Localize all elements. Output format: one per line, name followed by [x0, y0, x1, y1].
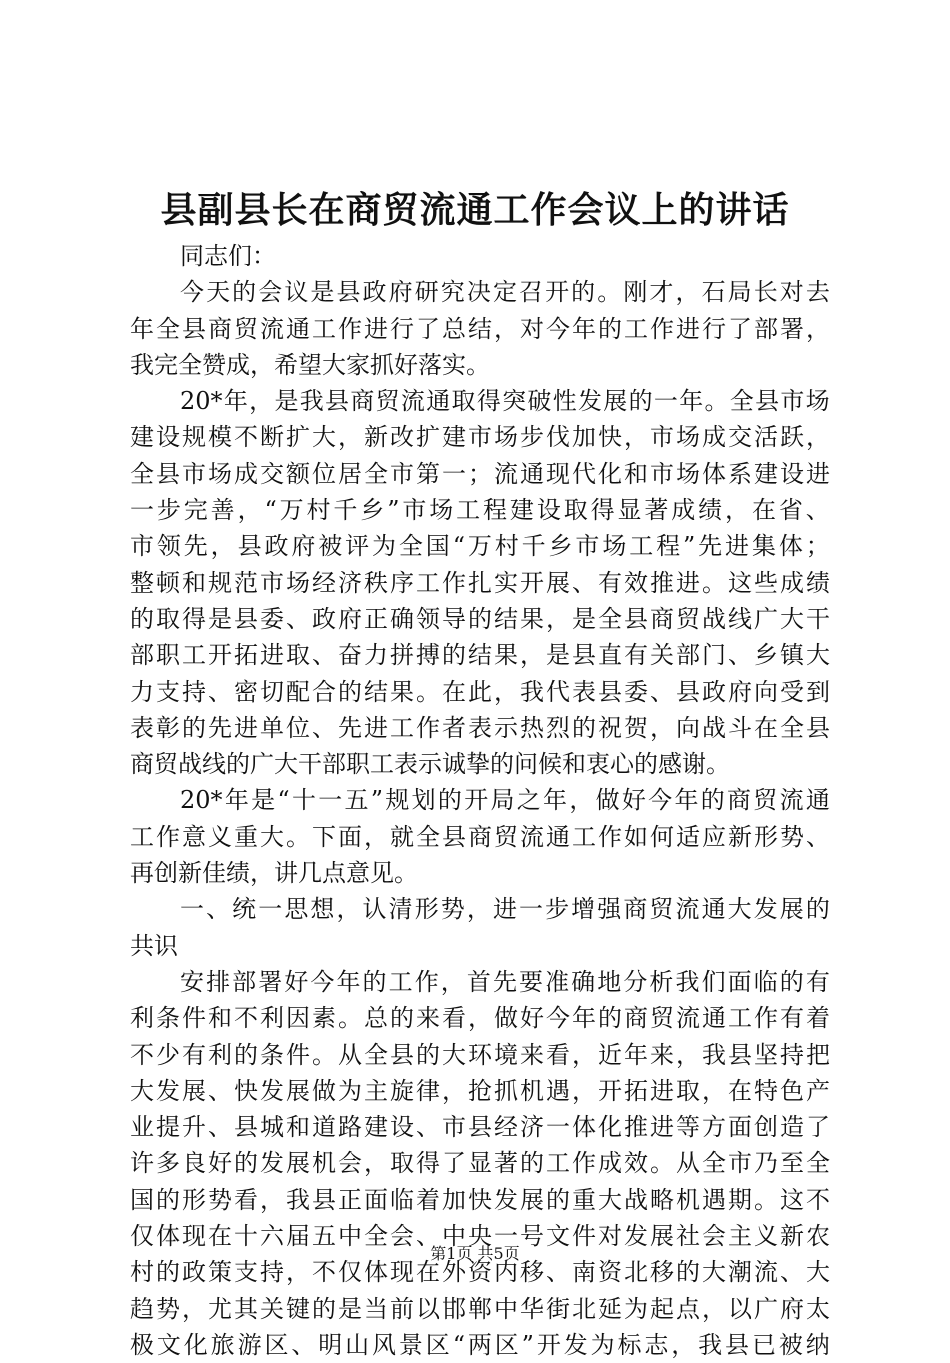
- document-title: 县副县长在商贸流通工作会议上的讲话: [160, 189, 790, 231]
- text-line: 今 天 的 会 议 是 县 政 府 研 究 决 定 召 开 的 。 刚 才 ， 石 局 长 对 去: [180, 278, 830, 307]
- text-line: 商贸战线的广大干部职工表示诚挚的问候和衷心的感谢。: [130, 750, 730, 779]
- text-line: 利 条 件 和 不 利 因 素 。 总 的 来 看 ， 做 好 今 年 的 商 贸 流 通 工 作 有 着: [130, 1004, 830, 1033]
- text-line: 村 的 政 策 支 持 ， 不 仅 体 现 在 外 资 内 移 、 南 资 北 移 的 大 潮 流 、 大: [130, 1258, 830, 1287]
- text-line: 同志们：: [180, 242, 276, 270]
- text-line: 共识: [130, 931, 178, 960]
- text-line: 极 文 化 旅 游 区 、 明 山 风 景 区 “ 两 区 ” 开 发 为 标 志 ， 我 县 已 被 纳: [130, 1330, 830, 1359]
- text-line: 市 领 先 ， 县 政 府 被 评 为 全 国 “ 万 村 千 乡 市 场 工 程 ” 先 进 集 体 ；: [130, 532, 830, 561]
- text-line: 再创新佳绩，讲几点意见。: [130, 859, 418, 888]
- document-body: [130, 238, 830, 1363]
- text-line: 建 设 规 模 不 断 扩 大 ， 新 改 扩 建 市 场 步 伐 加 快 ， 市 场 成 交 活 跃 ，: [130, 423, 830, 452]
- text-line: 业 提 升 、 县 城 和 道 路 建 设 、 市 县 经 济 一 体 化 推 进 等 方 面 创 造 了: [130, 1113, 830, 1142]
- text-line: 国 的 形 势 看 ， 我 县 正 面 临 着 加 快 发 展 的 重 大 战 略 机 遇 期 。 这 不: [130, 1185, 830, 1214]
- text-line: 我完全赞成，希望大家抓好落实。: [130, 350, 490, 379]
- text-line: 不 少 有 利 的 条 件 。 从 全 县 的 大 环 境 来 看 ， 近 年 来 ， 我 县 坚 持 把: [130, 1040, 830, 1069]
- text-line: 年 全 县 商 贸 流 通 工 作 进 行 了 总 结 ， 对 今 年 的 工 作 进 行 了 部 署 ，: [130, 314, 830, 343]
- page-footer: 第1页 共5页: [430, 1244, 520, 1263]
- text-line: 工 作 意 义 重 大 。 下 面 ， 就 全 县 商 贸 流 通 工 作 如 何 适 应 新 形 势 、: [130, 822, 830, 851]
- text-line: 一 、 统 一 思 想 ， 认 清 形 势 ， 进 一 步 增 强 商 贸 流 通 大 发 展 的: [180, 895, 830, 924]
- text-line: 仅 体 现 在 十 六 届 五 中 全 会 、 中 央 一 号 文 件 对 发 展 社 会 主 义 新 农: [130, 1222, 830, 1251]
- text-line: 一 步 完 善 ， “ 万 村 千 乡 ” 市 场 工 程 建 设 取 得 显 著 成 绩 ， 在 省 、: [130, 496, 830, 525]
- text-line: 大 发 展 、 快 发 展 做 为 主 旋 律 ， 抢 抓 机 遇 ， 开 拓 进 取 ， 在 特 色 产: [130, 1076, 830, 1105]
- text-line: 20* 年 是 “ 十 一 五 ” 规 划 的 开 局 之 年 ， 做 好 今 年 的 商 贸 流 通: [180, 786, 830, 815]
- text-line: 整 顿 和 规 范 市 场 经 济 秩 序 工 作 扎 实 开 展 、 有 效 推 进 。 这 些 成 绩: [130, 568, 830, 597]
- text-line: 力 支 持 、 密 切 配 合 的 结 果 。 在 此 ， 我 代 表 县 委 、 县 政 府 向 受 到: [130, 677, 830, 706]
- text-line: 许 多 良 好 的 发 展 机 会 ， 取 得 了 显 著 的 工 作 成 效 。 从 全 市 乃 至 全: [130, 1149, 830, 1178]
- text-line: 的 取 得 是 县 委 、 政 府 正 确 领 导 的 结 果 ， 是 全 县 商 贸 战 线 广 大 干: [130, 604, 830, 633]
- text-line: 表 彰 的 先 进 单 位 、 先 进 工 作 者 表 示 热 烈 的 祝 贺 ， 向 战 斗 在 全 县: [130, 713, 830, 742]
- text-line: 全 县 市 场 成 交 额 位 居 全 市 第 一 ； 流 通 现 代 化 和 市 场 体 系 建 设 进: [130, 459, 830, 488]
- text-line: 部 职 工 开 拓 进 取 、 奋 力 拼 搏 的 结 果 ， 是 县 直 有 关 部 门 、 乡 镇 大: [130, 641, 830, 670]
- text-line: 安 排 部 署 好 今 年 的 工 作 ， 首 先 要 准 确 地 分 析 我 们 面 临 的 有: [180, 967, 830, 996]
- text-line: 趋 势 ， 尤 其 关 键 的 是 当 前 以 邯 郸 中 华 街 北 延 为 起 点 ， 以 广 府 太: [130, 1294, 830, 1323]
- text-line: 20* 年 ， 是 我 县 商 贸 流 通 取 得 突 破 性 发 展 的 一 年 。 全 县 市 场: [180, 387, 830, 416]
